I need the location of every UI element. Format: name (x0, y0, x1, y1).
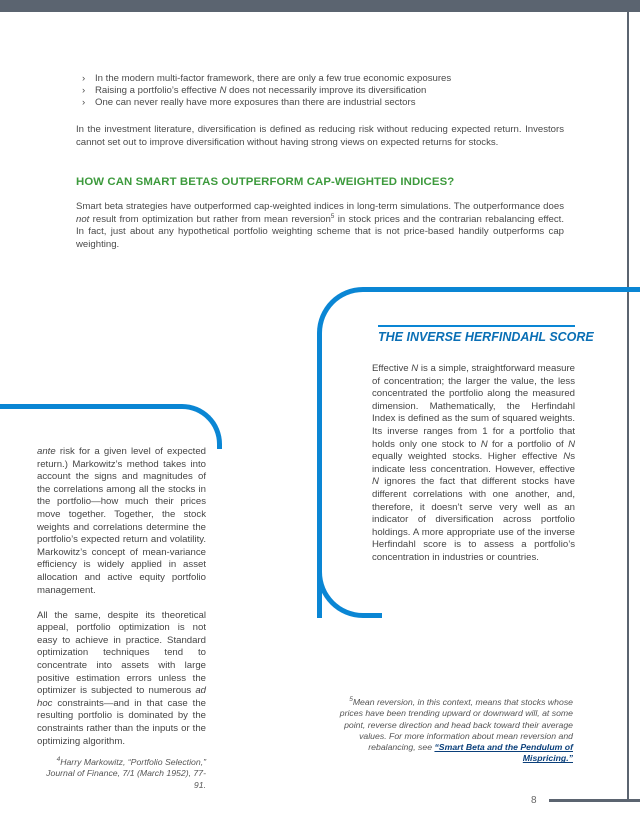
sidebar-body: Effective N is a simple, straightforward measure of concentration; the larger the value, the less concentrated the portfolio along the measured dimension. Mathematically, the Herfindahl Index is defined as the sum of squared weights. Its inverse ranges from 1 for a portfolio that holds only one stock to N for a portfolio of N equally weighted stocks. Higher effective Ns indicate less concentration. However, effective N ignores the fact that different stocks have different correlations with one another, and, therefore, it doesn’t serve very well as an indicator of diversification across portfolio holdings. A more appropriate use of the inverse Herfindahl score is to assess a portfolio’s concentration in industries or countries. (372, 363, 575, 563)
bullet-list (82, 73, 562, 108)
chevron-icon: › (82, 96, 86, 108)
left-column-frame (0, 404, 222, 449)
page-number-rule (549, 799, 640, 802)
chevron-icon: › (82, 73, 86, 84)
list-item: › One can never really have more exposures than there are industrial sectors (82, 96, 416, 108)
list-item: › In the modern multi-factor framework, there are only a few true economic exposures (82, 73, 452, 84)
sidebar-title-rule (378, 325, 575, 327)
smart-beta-paragraph: Smart beta strategies have outperformed cap-weighted indices in long-term simulations. The outperformance does not result from optimization but rather from mean reversion$^5$ in stock prices and the contrarian rebalancing effect. In fact, just about any hypothetical portfolio weighting scheme that is not price-based handily outperforms cap weighting. (76, 201, 564, 250)
section-heading: HOW CAN SMART BETAS OUTPERFORM CAP-WEIGHTED INDICES? (76, 176, 455, 188)
sidebar-title: THE INVERSE HERFINDAHL SCORE (378, 330, 594, 344)
footnote-4: $^4$Harry Markowitz, “Portfolio Selection,” Journal of Finance, 7/1 (March 1952), 77-91. (46, 756, 206, 790)
top-bar (0, 0, 640, 12)
footnote-5: $^5$Mean reversion, in this context, means that stocks whose prices have been trending upward or downward will, at some point, reverse direction and head back toward their average values. For more information about mean reversion and rebalancing, see “Smart Beta and the Pendulum of Mispricing.” (339, 696, 573, 764)
markowitz-paragraph: ante risk for a given level of expected return.) Markowitz’s method takes into account the signs and magnitudes of the correlations among all the stocks in the portfolio—how much their prices move together. Together, the stock weights and correlations determine the portfolio’s expected return and volatility. Markowitz’s concept of mean-variance efficiency is widely applied in asset allocation and active equity portfolio management. (37, 446, 206, 596)
list-item: › Raising a portfolio’s effective N does not necessarily improve its diversification (82, 84, 427, 96)
diversification-paragraph: In the investment literature, diversification is defined as reducing risk without reducing expected return. Investors cannot set out to improve diversification without having strong views on expected returns for stocks. (76, 124, 564, 148)
chevron-icon: › (82, 84, 86, 96)
optimization-paragraph: All the same, despite its theoretical appeal, portfolio optimization is not easy to achieve in practice. Standard optimization techniques tend to concentrate into assets with large positive estimation errors unless the optimizer is subjected to numerous ad hoc constraints—and in that case the resulting portfolio is dominated by the constraints rather than the inputs or the optimizing algorithm. (37, 609, 206, 747)
left-column-text (37, 446, 206, 761)
pendulum-article-link[interactable]: “Smart Beta and the Pendulum of Mispricing.” (434, 742, 573, 764)
page-number: 8 (531, 795, 537, 806)
